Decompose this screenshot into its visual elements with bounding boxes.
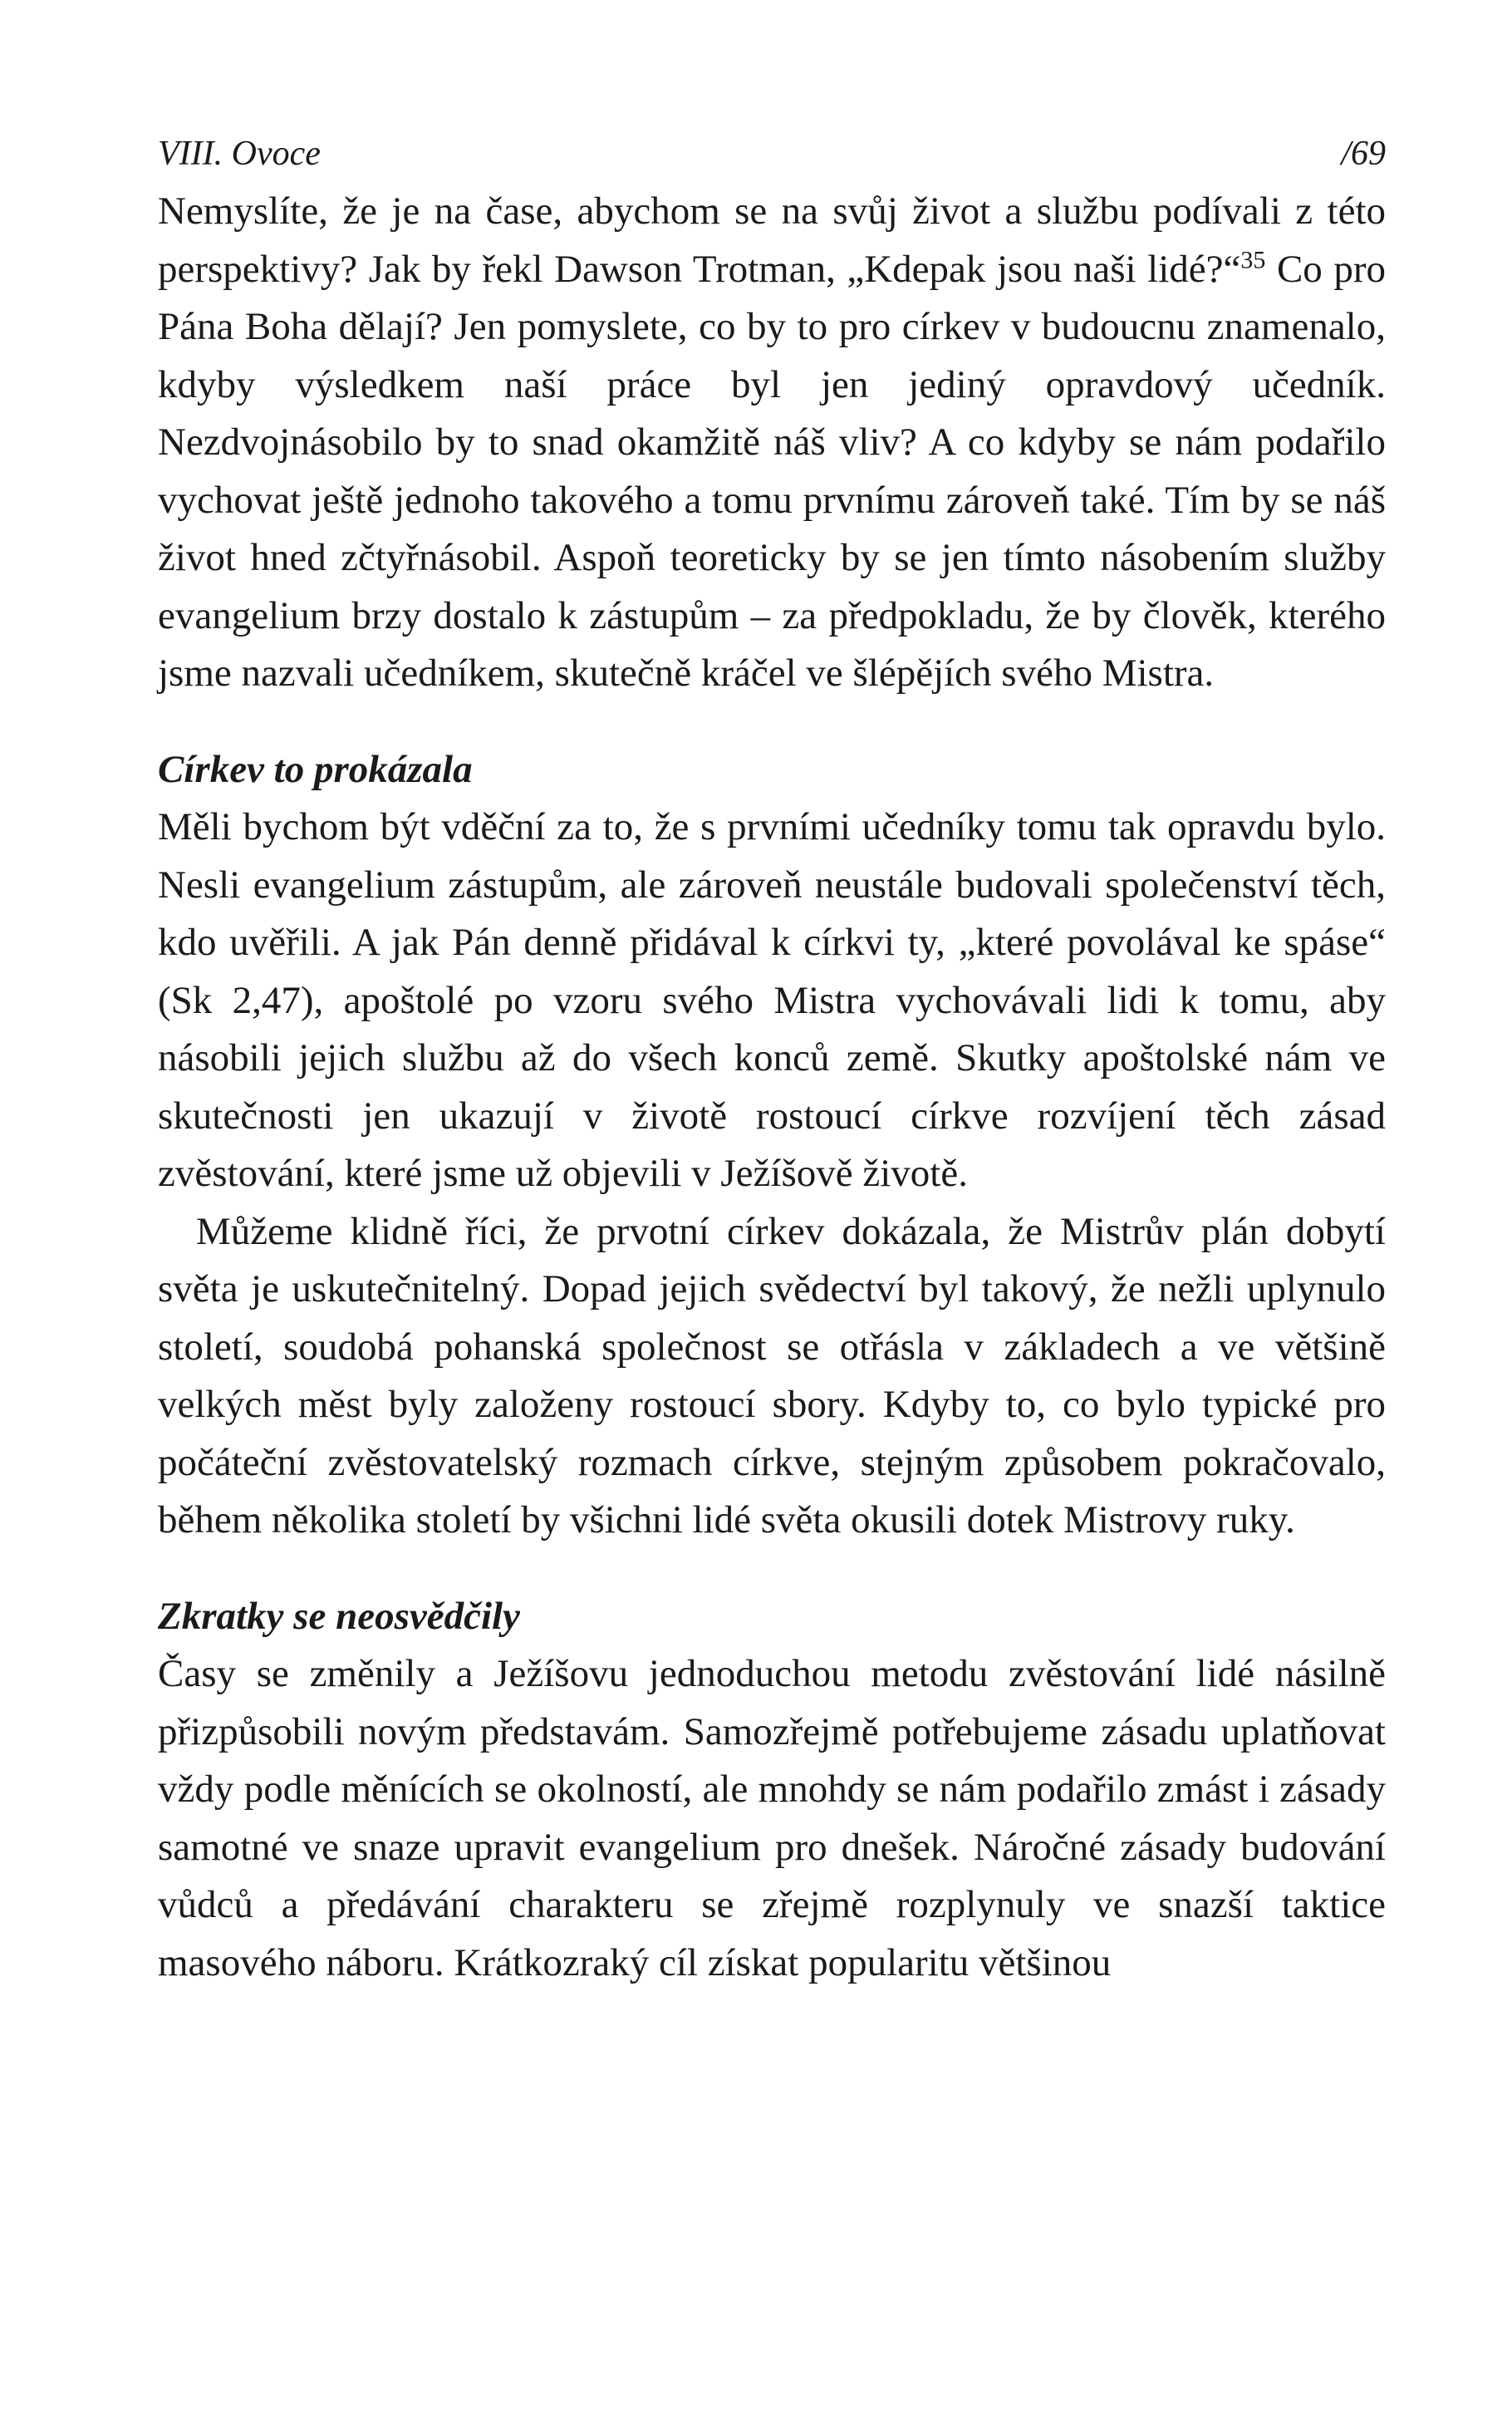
running-head bbox=[158, 125, 1386, 183]
shortcuts-paragraph-1: Časy se změnily a Ježíšovu jednoduchou metodu zvěstování lidé násilně přizpůsobili novým představám. Samozřejmě potřebujeme zásadu uplatňovat vždy podle měnících se okolností, ale mnohdy se nám podařilo zmást i zásady samotné ve snaze upravit evangelium pro dnešek. Náročné zásady budování vůdců a předávání charakteru se zřejmě rozplynuly ve snazší taktice masového náboru. Krátkozraký cíl získat popularitu většinou bbox=[158, 1652, 1386, 1984]
chapter-title: VIII. Ovoce bbox=[158, 135, 321, 173]
section-heading-shortcuts: Zkratky se neosvědčily bbox=[158, 1594, 520, 1638]
intro-text-end: Co pro Pána Boha dělají? Jen pomyslete, co by to pro církev v budoucnu znamenalo, kdyby výsledkem naší práce byl jen jediný opravdový učedník. Nezdvojnásobilo by to snad okamžitě náš vliv? A co kdyby se nám podařilo vychovat ještě jednoho takového a tomu prvnímu zároveň také. Tím by se náš život hned zčtyřnásobil. Aspoň teoreticky by se jen tímto násobením služby evangelium brzy dostalo k zástupům – za předpokladu, že by člověk, kterého jsme nazvali učedníkem, skutečně kráčel ve šlépějích svého Mistra. bbox=[158, 247, 1387, 695]
book-page bbox=[158, 125, 1386, 1992]
intro-text-start: Nemyslíte, že je na čase, abychom se na svůj život a službu podívali z této perspektivy? Jak by řekl Dawson Trotman, „Kdepak jsou naši lidé?“ bbox=[158, 189, 1386, 291]
intro-paragraph bbox=[158, 183, 1386, 703]
church-paragraph-1: Měli bychom být vděční za to, že s prvními učedníky tomu tak opravdu bylo. Nesli evangelium zástupům, ale zároveň neustále budovali společenství těch, kdo uvěřili. A jak Pán denně přidával k církvi ty, „které povolával ke spáse“ (Sk 2,47), apoštolé po vzoru svého Mistra vychovávali lidi k tomu, aby násobili jejich službu až do všech konců země. Skutky apoštolské nám ve skutečnosti jen ukazují v životě rostoucí církve rozvíjení těch zásad zvěstování, které jsme už objevili v Ježíšově životě. bbox=[158, 805, 1386, 1195]
section-heading-church: Církev to prokázala bbox=[158, 747, 473, 791]
church-paragraph-2: Můžeme klidně říci, že prvotní církev dokázala, že Mistrův plán dobytí světa je uskutečnitelný. Dopad jejich svědectví byl takový, že nežli uplynulo století, soudobá pohanská společnost se otřásla v základech a ve většině velkých měst byly založeny rostoucí sbory. Kdyby to, co bylo typické pro počáteční zvěstovatelský rozmach církve, stejným způsobem pokračovalo, během několika století by všichni lidé světa okusili dotek Mistrovy ruky. bbox=[158, 1209, 1386, 1541]
page-number: /69 bbox=[1341, 135, 1386, 173]
footnote-reference: 35 bbox=[1240, 245, 1266, 273]
